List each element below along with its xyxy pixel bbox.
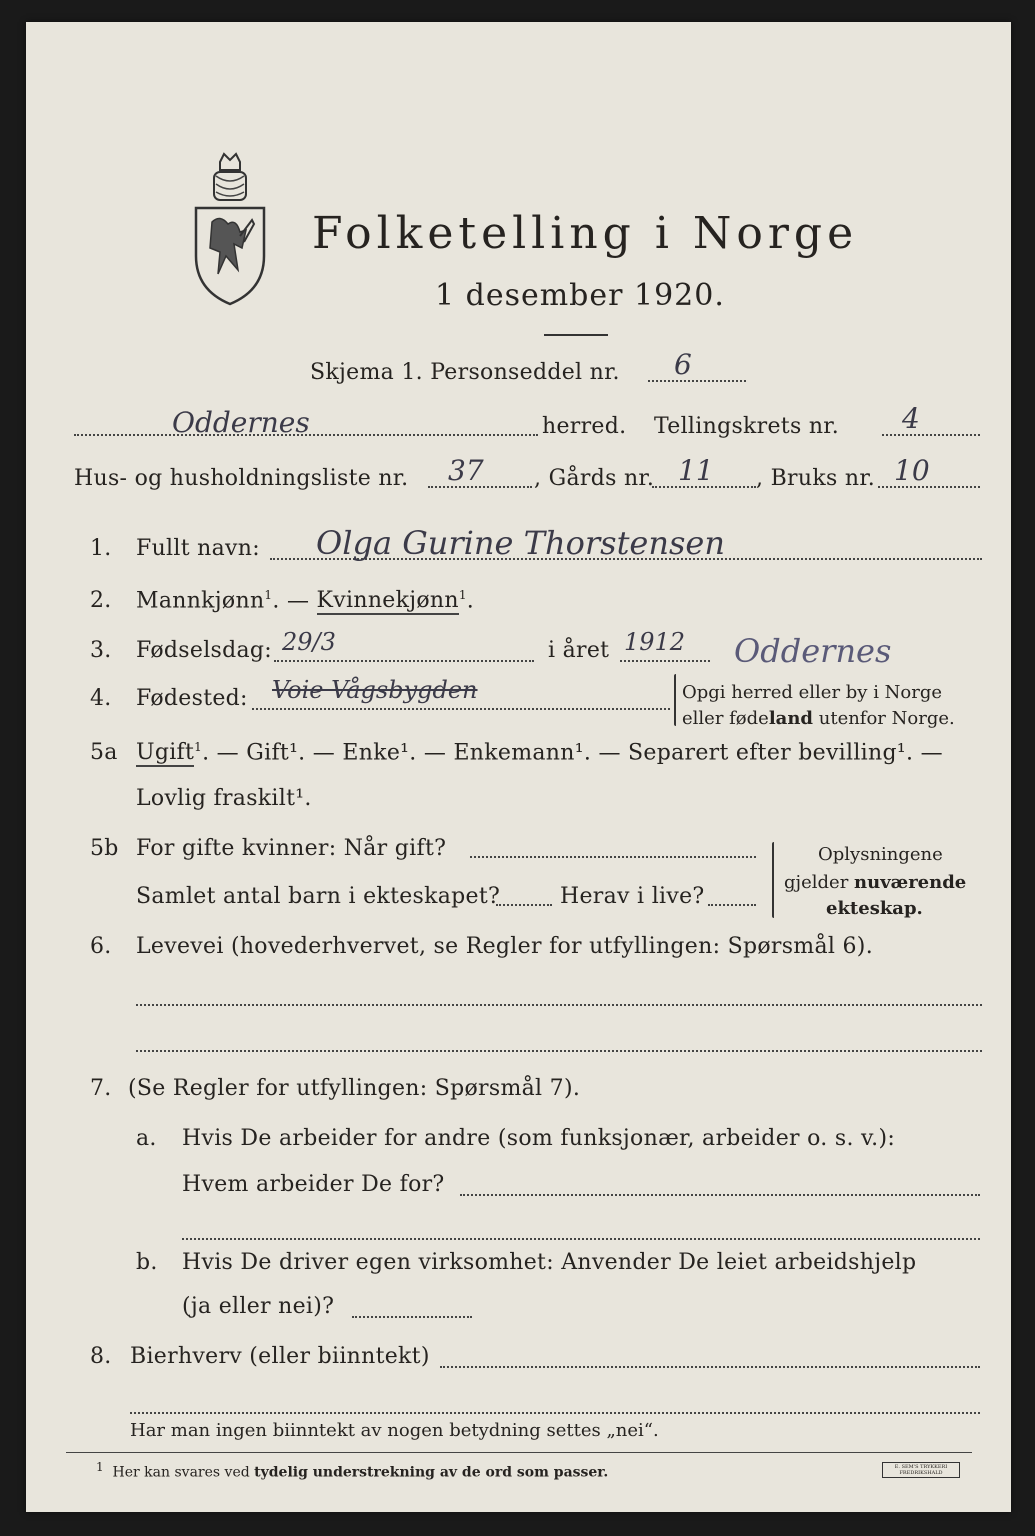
q7-number: 7. <box>90 1076 112 1101</box>
census-form <box>26 22 1011 1512</box>
skjema-label: Skjema 1. Personseddel nr. <box>310 360 620 385</box>
herav-label: Herav i live? <box>560 884 705 909</box>
q4-number: 4. <box>90 686 112 711</box>
q5a-number: 5a <box>90 740 118 765</box>
q6-number: 6. <box>90 934 112 959</box>
tellingskrets-value[interactable]: 4 <box>902 402 920 435</box>
q4-note-line2: eller fødeland utenfor Norge. <box>682 708 955 729</box>
printer-stamp: E. SEM'S TRYKKERI FREDRIKSHALD <box>882 1462 960 1478</box>
q7a-line2: Hvem arbeider De for? <box>182 1172 445 1197</box>
q8-label: Bierhverv (eller biinntekt) <box>130 1344 430 1369</box>
year-label: i året <box>548 638 610 663</box>
q7b-line2: (ja eller nei)? <box>182 1294 335 1319</box>
year-value[interactable]: 1912 <box>624 628 686 656</box>
q2-options: Mannkjønn$^1$. — Kvinnekjønn$^1$. <box>136 588 475 614</box>
herav-field-line <box>708 904 756 906</box>
personseddel-field-line <box>648 380 746 382</box>
q4-note-line1: Opgi herred eller by i Norge <box>682 682 943 703</box>
q7b-number: b. <box>136 1250 158 1275</box>
ja-nei-field-line <box>352 1316 472 1318</box>
q2-end: . <box>466 588 475 614</box>
biinntekt-note: Har man ingen biinntekt av nogen betydning settes „nei“. <box>130 1420 659 1441</box>
census-date: 1 desember 1920. <box>435 278 725 313</box>
gards-value[interactable]: 11 <box>678 454 714 487</box>
bruks-value[interactable]: 10 <box>894 454 930 487</box>
bruks-label: , Bruks nr. <box>756 466 876 491</box>
q1-label: Fullt navn: <box>136 536 260 561</box>
q5b-line2: Samlet antal barn i ekteskapet? <box>136 884 501 909</box>
q6-label: Levevei (hovederhvervet, se Regler for utfyllingen: Spørsmål 6). <box>136 934 873 959</box>
ugift-option[interactable]: Ugift <box>136 740 195 766</box>
herred-label: herred. <box>542 414 627 439</box>
q7a-line1: Hvis De arbeider for andre (som funksjonær, arbeider o. s. v.): <box>182 1126 896 1151</box>
fodested-field-line <box>252 708 670 710</box>
personseddel-nr-value[interactable]: 6 <box>674 348 692 381</box>
fodselsdag-field-line <box>274 660 534 662</box>
q5b-note-line2: gjelder nuværende <box>784 872 967 893</box>
tellingskrets-field-line <box>882 434 980 436</box>
q7a-number: a. <box>136 1126 157 1151</box>
q5b-note-line1: Oplysningene <box>818 844 943 865</box>
q4-label: Fødested: <box>136 686 248 711</box>
kvinnekjonn-option[interactable]: Kvinnekjønn <box>316 588 459 614</box>
fodested-struck-value[interactable]: Voie Vågsbygden <box>272 676 478 704</box>
q3-number: 3. <box>90 638 112 663</box>
q7-label: (Se Regler for utfyllingen: Spørsmål 7). <box>128 1076 581 1101</box>
tellingskrets-label: Tellingskrets nr. <box>654 414 839 439</box>
arbeider-for-field-line-2 <box>182 1238 980 1240</box>
lovlig-fraskilt-option[interactable]: Lovlig fraskilt¹. <box>136 786 312 811</box>
levevei-field-line-2 <box>136 1050 982 1052</box>
form-title: Folketelling i Norge <box>312 208 859 259</box>
q5b-note-line3: ekteskap. <box>826 898 923 919</box>
footnote: 1 Her kan svares ved tydelig understrekning av de ord som passer. <box>96 1460 609 1481</box>
herred-value[interactable]: Oddernes <box>172 406 310 439</box>
q2-number: 2. <box>90 588 112 613</box>
q5b-line1: For gifte kvinner: Når gift? <box>136 836 447 861</box>
q2-separator: . — <box>272 588 317 614</box>
q5a-options: Ugift$^1$. — Gift¹. — Enke¹. — Enkemann¹. — Separert efter bevilling¹. — <box>136 740 943 766</box>
q5b-number: 5b <box>90 836 119 861</box>
mannkjonn-option[interactable]: Mannkjønn <box>136 588 265 614</box>
title-divider <box>544 334 608 336</box>
fodested-correction-value[interactable]: Oddernes <box>734 632 892 670</box>
antal-barn-field-line <box>496 904 552 906</box>
q7b-line1: Hvis De driver egen virksomhet: Anvender De leiet arbeidshjelp <box>182 1250 917 1275</box>
q8-number: 8. <box>90 1344 112 1369</box>
husliste-label: Hus- og husholdningsliste nr. <box>74 466 409 491</box>
norwegian-coat-of-arms-icon <box>190 152 270 308</box>
q4-brace <box>674 674 678 726</box>
levevei-field-line-1 <box>136 1004 982 1006</box>
q5a-other-options[interactable]: . — Gift¹. — Enke¹. — Enkemann¹. — Separert efter bevilling¹. — <box>202 740 943 766</box>
q1-number: 1. <box>90 536 112 561</box>
q5b-brace <box>772 842 776 918</box>
bierhverv-field-line-2 <box>130 1412 980 1414</box>
fullt-navn-value[interactable]: Olga Gurine Thorstensen <box>316 524 725 562</box>
nar-gift-field-line <box>470 856 756 858</box>
year-field-line <box>620 660 710 662</box>
fodselsdag-value[interactable]: 29/3 <box>282 628 336 656</box>
q3-label: Fødselsdag: <box>136 638 273 663</box>
gards-label: , Gårds nr. <box>534 466 655 491</box>
bierhverv-field-line <box>440 1366 980 1368</box>
footnote-divider <box>66 1452 972 1453</box>
arbeider-for-field-line <box>460 1194 980 1196</box>
husliste-value[interactable]: 37 <box>448 454 484 487</box>
